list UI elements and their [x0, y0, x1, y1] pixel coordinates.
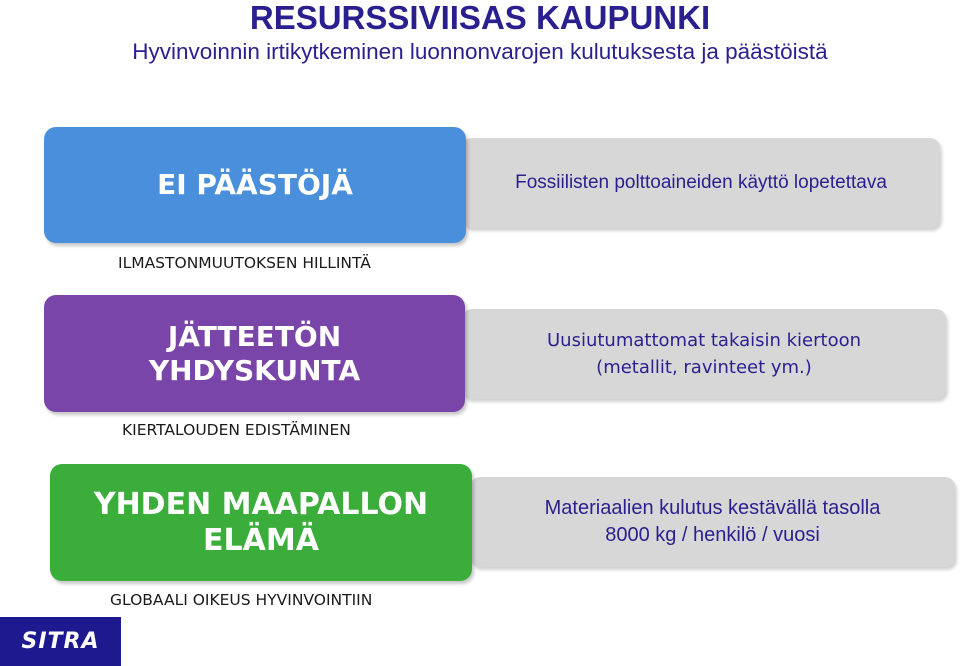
page-title: RESURSSIVIISAS KAUPUNKI [249, 0, 711, 36]
row-3-pill [50, 464, 472, 581]
row-1-caption: ILMASTONMUUTOKSEN HILLINTÄ [118, 254, 371, 272]
row-1-description-line-1: Fossiilisten polttoaineiden käyttö lopetettava [515, 172, 887, 193]
row-1-pill [44, 127, 466, 243]
row-2-description-line-2: (metallit, ravinteet ym.) [596, 357, 812, 378]
row-1-description [462, 138, 940, 228]
row-2-caption: KIERTALOUDEN EDISTÄMINEN [122, 421, 351, 439]
row-3-caption: GLOBAALI OIKEUS HYVINVOINTIIN [110, 591, 373, 609]
row-2-pill-line-2: YHDYSKUNTA [148, 353, 361, 387]
row-3-description-line-2: 8000 kg / henkilö / vuosi [605, 524, 820, 546]
row-2-pill-line-1: JÄTTEETÖN [167, 319, 342, 353]
row-1-pill-text: EI PÄÄSTÖJÄ [157, 168, 353, 201]
row-3-description-line-1: Materiaalien kulutus kestävällä tasolla [544, 497, 881, 519]
row-2-description-line-1: Uusiutumattomat takaisin kiertoon [547, 330, 861, 351]
row-2-description [462, 309, 946, 399]
row-2-pill [44, 295, 465, 412]
row-3-pill-line-1: YHDEN MAAPALLON [93, 486, 429, 522]
row-3-pill-line-2: ELÄMÄ [203, 522, 319, 558]
sitra-logo-text: SITRA [21, 629, 100, 654]
page-subtitle: Hyvinvoinnin irtikytkeminen luonnonvarojen kulutuksesta ja päästöistä [132, 39, 828, 64]
sitra-logo [0, 617, 121, 666]
row-3-description [470, 477, 955, 567]
